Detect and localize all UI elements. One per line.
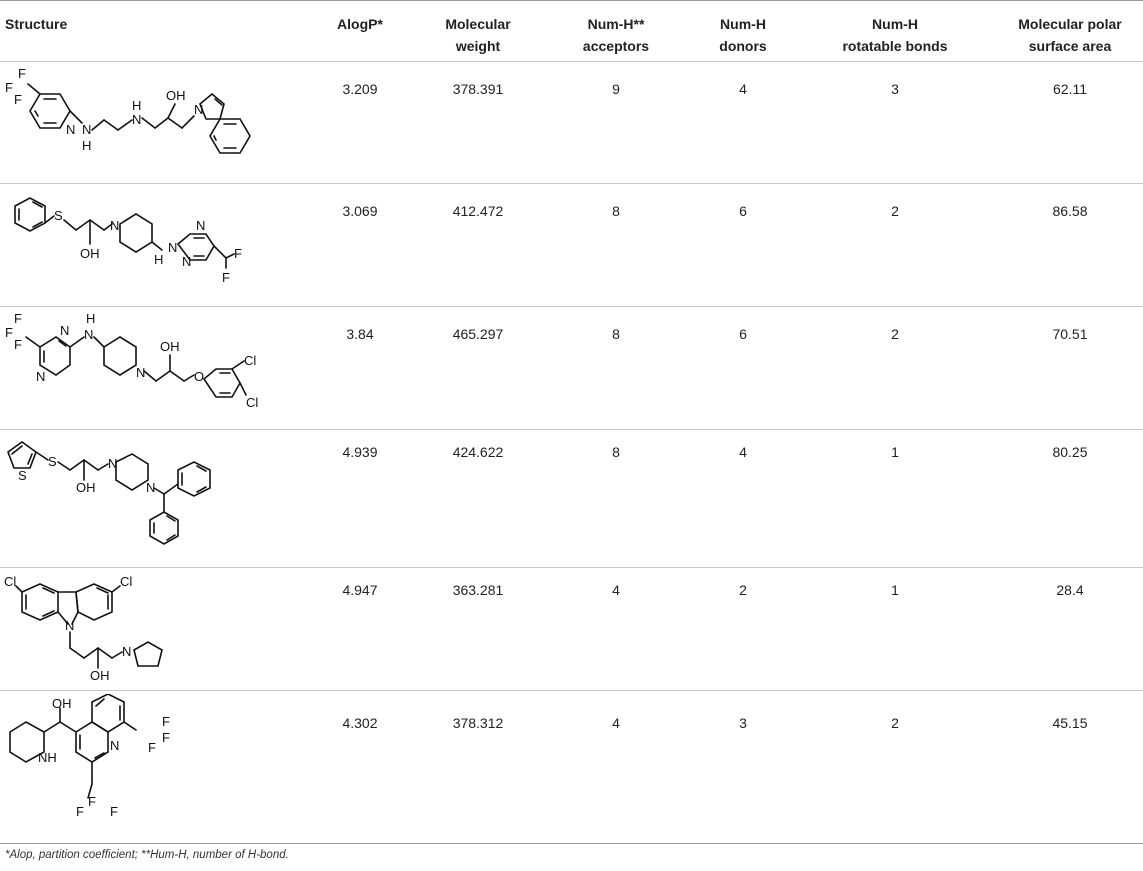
atom-label: N xyxy=(136,365,146,380)
atom-label: F xyxy=(5,325,13,340)
atom-label: F xyxy=(222,270,230,285)
atom-label: Cl xyxy=(246,395,259,410)
atom-label: N xyxy=(182,254,192,269)
cell-rotatable: 1 xyxy=(891,444,899,460)
header-rotatable-bonds: Num-H rotatable bonds xyxy=(842,16,948,54)
row-rule xyxy=(0,183,1143,184)
atom-label: N xyxy=(110,738,120,753)
atom-label: N xyxy=(66,122,76,137)
atom-label: N xyxy=(122,644,132,659)
cell-acceptors: 9 xyxy=(612,81,620,97)
cell-acceptors: 4 xyxy=(612,715,620,731)
cell-molecular-weight: 424.622 xyxy=(452,444,504,460)
header-alogp: AlogP* xyxy=(337,16,383,32)
header-polar-surface-area: Molecular polar surface area xyxy=(1018,16,1122,54)
structure-drawing xyxy=(0,64,270,182)
atom-label: OH xyxy=(52,696,72,711)
cell-donors: 6 xyxy=(739,203,747,219)
atom-label: F xyxy=(18,66,26,81)
atom-label: F xyxy=(14,337,22,352)
atom-label: S xyxy=(54,208,63,223)
cell-acceptors: 4 xyxy=(612,582,620,598)
structure-drawing xyxy=(0,309,270,427)
atom-label: N xyxy=(110,218,120,233)
atom-label: H xyxy=(154,252,164,267)
atom-label: N xyxy=(132,112,142,127)
cell-alogp: 4.302 xyxy=(342,715,378,731)
atom-label: F xyxy=(76,804,84,819)
structure-drawing xyxy=(0,186,270,304)
cell-alogp: 3.84 xyxy=(346,326,374,342)
atom-label: N xyxy=(194,102,204,117)
cell-donors: 4 xyxy=(739,81,747,97)
atom-label: O xyxy=(194,369,205,384)
header-structure: Structure xyxy=(5,16,68,32)
atom-label: S xyxy=(48,454,57,469)
atom-label: F xyxy=(5,80,13,95)
atom-label: H xyxy=(86,311,96,326)
cell-acceptors: 8 xyxy=(612,444,620,460)
header-rule xyxy=(0,61,1143,62)
table-top-rule xyxy=(0,0,1143,1)
row-rule xyxy=(0,306,1143,307)
cell-rotatable: 2 xyxy=(891,326,899,342)
cell-rotatable: 2 xyxy=(891,715,899,731)
atom-label: Cl xyxy=(4,574,17,589)
atom-label: N xyxy=(82,122,92,137)
header-acceptors: Num-H** acceptors xyxy=(582,16,650,54)
cell-molecular-weight: 412.472 xyxy=(452,203,504,219)
atom-label: N xyxy=(168,240,178,255)
cell-alogp: 3.209 xyxy=(342,81,378,97)
atom-label: F xyxy=(88,794,96,809)
atom-label: OH xyxy=(90,668,110,683)
cell-polar-surface-area: 45.15 xyxy=(1052,715,1088,731)
cell-rotatable: 2 xyxy=(891,203,899,219)
atom-label: F xyxy=(162,714,170,729)
row-rule xyxy=(0,567,1143,568)
atom-label: S xyxy=(18,468,27,483)
atom-label: OH xyxy=(166,88,186,103)
cell-donors: 4 xyxy=(739,444,747,460)
atom-label: OH xyxy=(80,246,100,261)
atom-label: NH xyxy=(38,750,57,765)
atom-label: F xyxy=(14,311,22,326)
cell-polar-surface-area: 62.11 xyxy=(1053,81,1087,97)
atom-label: N xyxy=(36,369,46,384)
atom-label: F xyxy=(162,730,170,745)
cell-polar-surface-area: 80.25 xyxy=(1052,444,1088,460)
cell-polar-surface-area: 86.58 xyxy=(1052,203,1088,219)
atom-label: F xyxy=(148,740,156,755)
atom-label: N xyxy=(196,218,206,233)
cell-alogp: 3.069 xyxy=(342,203,378,219)
structure-drawing xyxy=(0,570,270,688)
cell-molecular-weight: 363.281 xyxy=(452,582,504,598)
cell-acceptors: 8 xyxy=(612,326,620,342)
cell-donors: 3 xyxy=(739,715,747,731)
atom-label: N xyxy=(84,327,94,342)
cell-acceptors: 8 xyxy=(612,203,620,219)
structure-drawing xyxy=(0,694,270,840)
structure-drawing xyxy=(0,432,270,565)
cell-donors: 6 xyxy=(739,326,747,342)
atom-label: H xyxy=(132,98,142,113)
cell-rotatable: 1 xyxy=(891,582,899,598)
atom-label: N xyxy=(65,618,75,633)
atom-label: F xyxy=(110,804,118,819)
header-molecular-weight: Molecular weight xyxy=(445,16,511,54)
atom-label: N xyxy=(146,480,156,495)
cell-rotatable: 3 xyxy=(891,81,899,97)
table-bottom-rule xyxy=(0,843,1143,844)
cell-molecular-weight: 465.297 xyxy=(452,326,504,342)
atom-label: Cl xyxy=(120,574,133,589)
atom-label: F xyxy=(14,92,22,107)
atom-label: F xyxy=(234,246,242,261)
cell-alogp: 4.939 xyxy=(342,444,378,460)
cell-molecular-weight: 378.391 xyxy=(452,81,504,97)
header-donors: Num-H donors xyxy=(719,16,767,54)
atom-label: OH xyxy=(76,480,96,495)
cell-donors: 2 xyxy=(739,582,747,598)
table-footnote: *Alop, partition coefficient; **Hum-H, number of H-bond. xyxy=(5,849,289,861)
cell-alogp: 4.947 xyxy=(342,582,378,598)
atom-label: N xyxy=(108,456,118,471)
row-rule xyxy=(0,429,1143,430)
row-rule xyxy=(0,690,1143,691)
atom-label: H xyxy=(82,138,92,153)
atom-label: OH xyxy=(160,339,180,354)
atom-label: Cl xyxy=(244,353,257,368)
cell-polar-surface-area: 70.51 xyxy=(1052,326,1088,342)
cell-molecular-weight: 378.312 xyxy=(452,715,504,731)
atom-label: N xyxy=(60,323,70,338)
cell-polar-surface-area: 28.4 xyxy=(1056,582,1084,598)
